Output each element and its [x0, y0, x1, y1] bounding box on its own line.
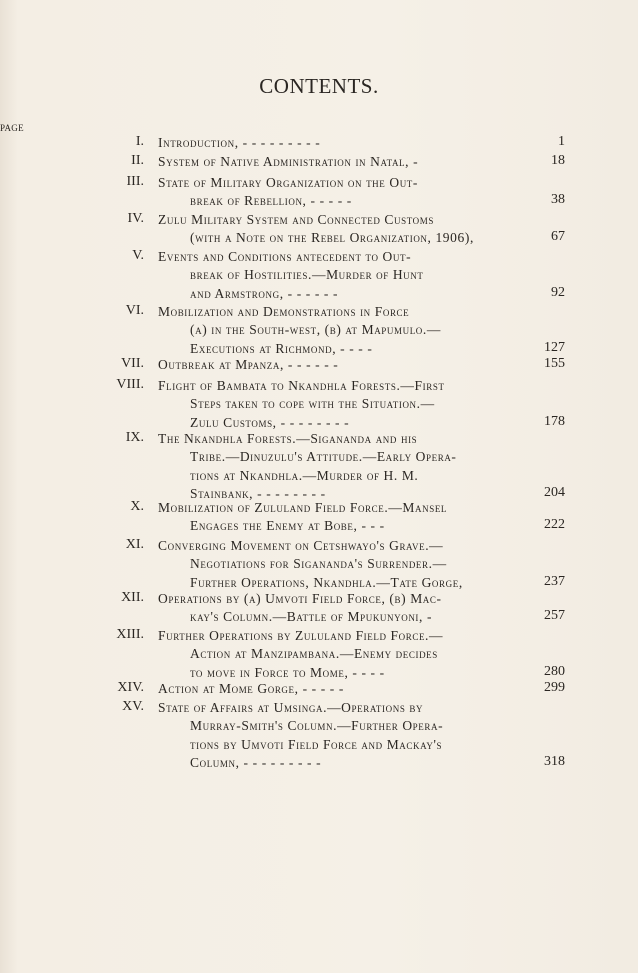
chapter-title-line: break of Rebellion, - - - - -: [190, 193, 352, 209]
chapter-title-line: System of Native Administration in Natal, -: [158, 154, 419, 169]
chapter-title-line: to move in Force to Mome, - - - -: [190, 664, 385, 680]
chapter-title-line: Events and Conditions antecedent to Out-: [158, 249, 412, 264]
page-number: 92: [551, 284, 565, 300]
chapter-title-line: Operations by (a) Umvoti Field Force, (b) Mac-: [158, 591, 442, 606]
chapter-number: IX.: [125, 430, 144, 445]
chapter-number: XIII.: [116, 627, 144, 642]
chapter-number: VI.: [125, 303, 144, 318]
page-number: 299: [544, 680, 565, 695]
chapter-title-line: Engages the Enemy at Bobe, - - -: [190, 518, 385, 534]
chapter-number: I.: [135, 134, 144, 149]
chapter-number: III.: [126, 174, 144, 189]
chapter-title-line: Stainbank, - - - - - - - -: [190, 485, 326, 501]
chapter-number: II.: [131, 153, 144, 168]
chapter-title-line: Column, - - - - - - - - -: [190, 754, 322, 770]
chapter-title-line: tions at Nkandhla.—Murder of H. M.: [190, 467, 419, 483]
chapter-title-line: Further Operations by Zululand Field Force.—: [158, 628, 444, 643]
chapter-number: XI.: [125, 537, 144, 552]
chapter-title-line: kay's Column.—Battle of Mpukunyoni, -: [190, 609, 433, 625]
chapter-title-line: Introduction, - - - - - - - - -: [158, 135, 321, 150]
page-title: CONTENTS.: [259, 74, 379, 98]
page-number: 1: [558, 134, 565, 149]
chapter-title-line: tions by Umvoti Field Force and Mackay's: [190, 736, 443, 752]
chapter-title-line: (a) in the South-west, (b) at Mapumulo.—: [190, 322, 441, 338]
chapter-title-line: The Nkandhla Forests.—Sigananda and his: [158, 431, 418, 446]
chapter-title-line: Action at Manzipambana.—Enemy decides: [190, 646, 438, 662]
chapter-title-line: State of Military Organization on the Out-: [158, 175, 418, 190]
chapter-title-line: Murray-Smith's Column.—Further Opera-: [190, 718, 444, 734]
chapter-number: XIV.: [117, 680, 144, 695]
chapter-title-line: Zulu Customs, - - - - - - - -: [190, 414, 350, 430]
chapter-title-line: Mobilization of Zululand Field Force.—Mansel: [158, 500, 448, 515]
chapter-title-line: (with a Note on the Rebel Organization, 1906),: [190, 230, 474, 246]
page-number: 222: [544, 517, 565, 533]
chapter-number: X.: [130, 499, 144, 514]
page-number: 67: [551, 229, 565, 245]
chapter-title-line: break of Hostilities.—Murder of Hunt: [190, 267, 424, 283]
page-number: 318: [544, 753, 565, 769]
chapter-number: XV.: [122, 699, 144, 714]
chapter-title-line: Further Operations, Nkandhla.—Tate Gorge,: [190, 574, 463, 590]
page-number: 204: [544, 484, 565, 500]
chapter-number: V.: [132, 248, 144, 263]
chapter-title-line: Executions at Richmond, - - - -: [190, 340, 373, 356]
page-column-header: PAGE: [0, 123, 638, 973]
chapter-title-line: Negotiations for Sigananda's Surrender.—: [190, 556, 447, 572]
chapter-title-line: Tribe.—Dinuzulu's Attitude.—Early Opera-: [190, 449, 457, 465]
chapter-number: VIII.: [116, 377, 144, 392]
page-number: 257: [544, 608, 565, 624]
chapter-title-line: Outbreak at Mpanza, - - - - - -: [158, 357, 339, 372]
chapter-number: XII.: [121, 590, 144, 605]
chapter-number: VII.: [121, 356, 144, 371]
chapter-title-line: and Armstrong, - - - - - -: [190, 285, 339, 301]
chapter-title-line: Mobilization and Demonstrations in Force: [158, 304, 410, 319]
page-number: 38: [551, 192, 565, 208]
page-number: 155: [544, 356, 565, 371]
chapter-title-line: Zulu Military System and Connected Customs: [158, 212, 434, 227]
page-number: 18: [551, 153, 565, 168]
page-number: 280: [544, 663, 565, 679]
page-number: 237: [544, 573, 565, 589]
page-number: 127: [544, 339, 565, 355]
chapter-title-line: Steps taken to cope with the Situation.—: [190, 396, 435, 412]
chapter-title-line: Flight of Bambata to Nkandhla Forests.—First: [158, 378, 445, 393]
chapter-title-line: Action at Mome Gorge, - - - - -: [158, 681, 344, 696]
chapter-title-line: Converging Movement on Cetshwayo's Grave.—: [158, 538, 444, 553]
chapter-number: IV.: [127, 211, 144, 226]
chapter-title-line: State of Affairs at Umsinga.—Operations by: [158, 700, 424, 715]
page-number: 178: [544, 413, 565, 429]
